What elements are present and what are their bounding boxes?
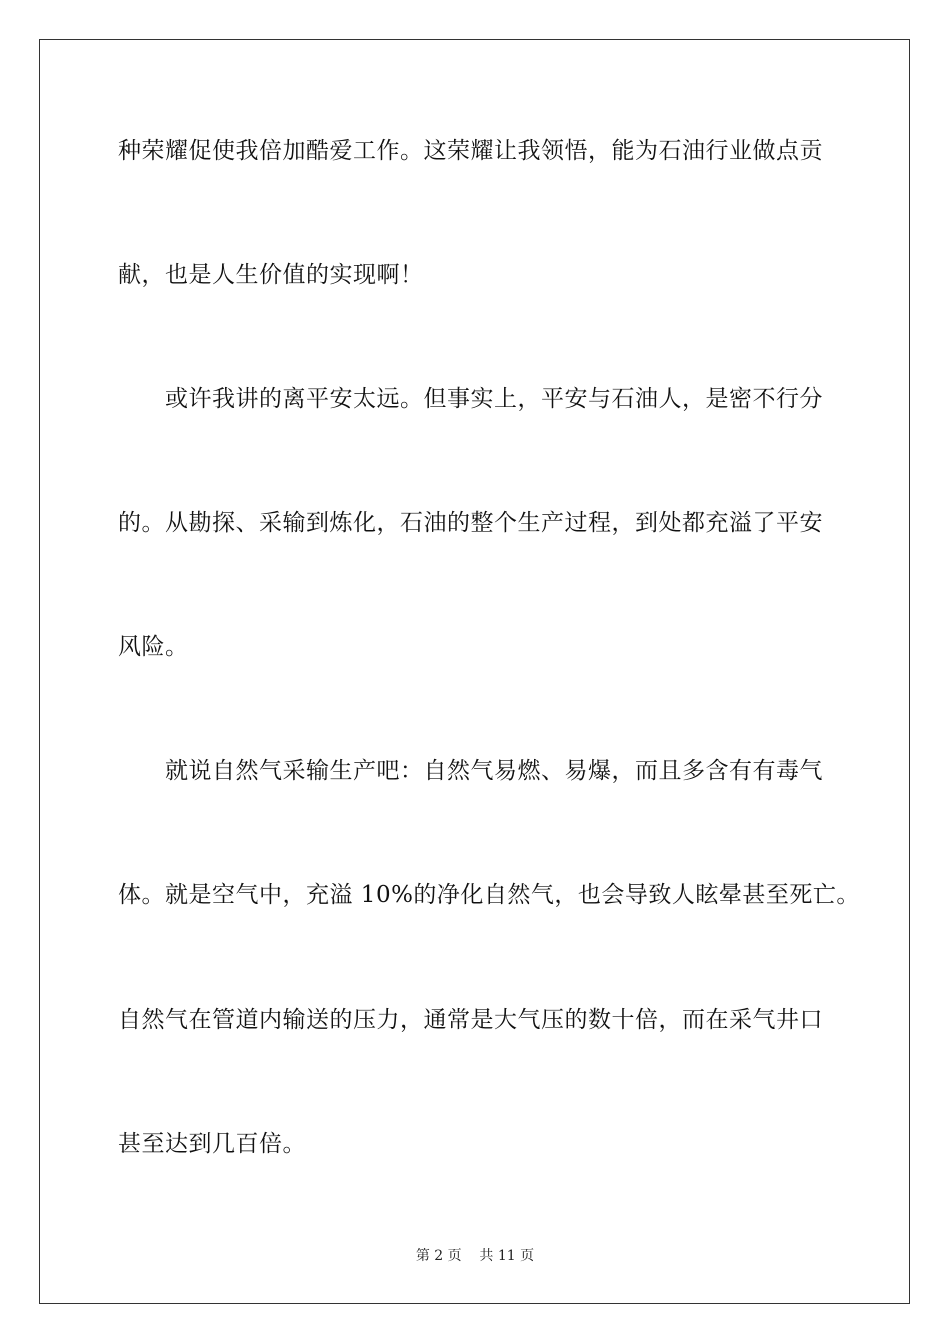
paragraph-line: 甚至达到几百倍。 <box>118 1131 306 1157</box>
paragraph-line: 自然气在管道内输送的压力，通常是大气压的数十倍，而在采气井口 <box>118 1007 823 1033</box>
paragraph-line: 或许我讲的离平安太远。但事实上，平安与石油人，是密不行分 <box>165 386 823 412</box>
page-border <box>39 39 910 1304</box>
paragraph-line: 体。就是空气中，充溢 10%的净化自然气，也会导致人眩晕甚至死亡。 <box>118 882 860 908</box>
paragraph-line: 种荣耀促使我倍加酷爱工作。这荣耀让我领悟，能为石油行业做点贡 <box>118 138 823 164</box>
paragraph-line: 献，也是人生价值的实现啊！ <box>118 262 424 288</box>
page-number-footer: 第 2 页 共 11 页 <box>415 1248 535 1264</box>
paragraph-line: 的。从勘探、采输到炼化，石油的整个生产过程，到处都充溢了平安 <box>118 510 823 536</box>
paragraph-line: 就说自然气采输生产吧：自然气易燃、易爆，而且多含有有毒气 <box>165 758 823 784</box>
paragraph-line: 风险。 <box>118 634 189 660</box>
